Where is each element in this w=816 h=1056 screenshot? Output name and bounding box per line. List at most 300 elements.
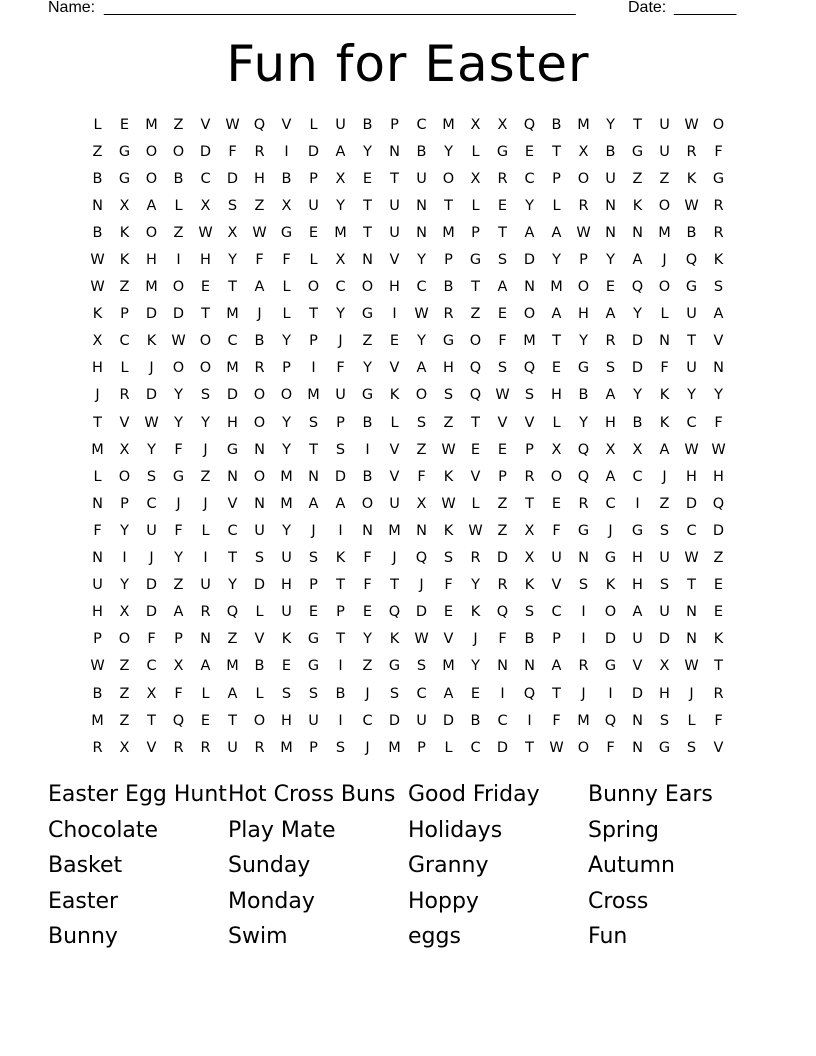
grid-letter: T (363, 197, 372, 214)
grid-letter: Q (253, 116, 266, 133)
grid-letter: Z (362, 658, 373, 675)
word-item: Basket (48, 853, 123, 878)
grid-letter: D (388, 712, 401, 729)
grid-letter: M (577, 116, 590, 133)
grid-letter: E (497, 197, 508, 214)
grid-letter: V (389, 252, 400, 269)
grid-letter: T (687, 577, 696, 594)
grid-letter: B (281, 170, 292, 187)
grid-letter: S (308, 685, 319, 702)
grid-letter: K (335, 550, 346, 567)
grid-letter: Z (119, 279, 130, 296)
grid-row (84, 626, 734, 653)
grid-letter: K (713, 252, 724, 269)
grid-letter: R (443, 306, 454, 323)
grid-letter: J (419, 577, 424, 594)
grid-letter: M (226, 658, 239, 675)
grid-letter: S (578, 577, 589, 594)
grid-letter: L (201, 685, 210, 702)
grid-letter: I (527, 712, 532, 729)
grid-letter: Q (577, 441, 590, 458)
grid-row (84, 355, 734, 382)
grid-letter: S (308, 550, 319, 567)
grid-letter: J (338, 333, 343, 350)
grid-letter: N (632, 739, 643, 756)
grid-letter: W (225, 116, 240, 133)
grid-letter: Y (606, 116, 615, 133)
grid-letter: T (228, 712, 237, 729)
grid-letter: M (442, 116, 455, 133)
grid-letter: Q (388, 604, 401, 621)
grid-letter: I (122, 550, 127, 567)
page-title: Fun for Easter (226, 35, 590, 93)
grid-letter: D (712, 522, 725, 539)
grid-letter: X (281, 197, 292, 214)
grid-letter: U (605, 170, 616, 187)
grid-letter: R (497, 577, 508, 594)
grid-letter: S (416, 658, 427, 675)
word-item: Hoppy (408, 888, 479, 914)
grid-letter: P (417, 739, 426, 756)
grid-letter: A (551, 306, 562, 323)
grid-letter: D (496, 550, 509, 567)
grid-letter: J (149, 360, 154, 377)
grid-letter: W (414, 631, 429, 648)
grid-letter: X (227, 224, 238, 241)
grid-letter: K (119, 252, 130, 269)
grid-letter: X (470, 170, 481, 187)
word-item: Hot Cross Buns (228, 782, 396, 807)
grid-letter: W (684, 658, 699, 675)
word-item: Fun (588, 924, 628, 949)
grid-letter: A (632, 604, 643, 621)
grid-letter: E (524, 143, 535, 160)
grid-letter: N (92, 495, 103, 512)
grid-letter: E (389, 333, 400, 350)
grid-letter: W (441, 441, 456, 458)
grid-letter: H (551, 387, 562, 404)
grid-letter: Y (633, 387, 642, 404)
grid-letter: K (443, 522, 454, 539)
grid-letter: L (255, 604, 264, 621)
grid-letter: K (92, 306, 103, 323)
grid-letter: J (95, 387, 100, 404)
grid-letter: K (389, 387, 400, 404)
grid-letter: X (578, 143, 589, 160)
grid-letter: L (390, 414, 399, 431)
grid-letter: O (172, 360, 185, 377)
grid-letter: U (335, 387, 346, 404)
grid-letter: E (119, 116, 130, 133)
grid-letter: Q (523, 685, 536, 702)
grid-letter: O (361, 495, 374, 512)
grid-letter: H (578, 306, 589, 323)
grid-letter: R (713, 197, 724, 214)
grid-letter: T (471, 279, 480, 296)
grid-letter: J (365, 739, 370, 756)
date-label: Date: (628, 0, 667, 16)
grid-letter: P (282, 360, 291, 377)
grid-letter: S (524, 604, 535, 621)
grid-letter: B (173, 170, 184, 187)
grid-letter: L (687, 712, 696, 729)
grid-letter: T (390, 577, 399, 594)
grid-letter: X (335, 252, 346, 269)
grid-letter: K (524, 577, 535, 594)
grid-letter: B (605, 143, 616, 160)
grid-letter: P (579, 252, 588, 269)
grid-letter: N (416, 522, 427, 539)
grid-letter: N (605, 197, 616, 214)
word-list (48, 779, 788, 957)
grid-letter: R (578, 658, 589, 675)
grid-letter: A (551, 658, 562, 675)
grid-letter: X (119, 441, 130, 458)
grid-letter: R (173, 739, 184, 756)
grid-letter: U (389, 197, 400, 214)
grid-letter: V (632, 658, 643, 675)
grid-letter: Y (174, 550, 183, 567)
grid-letter: M (226, 360, 239, 377)
grid-letter: G (604, 658, 617, 675)
grid-letter: H (389, 279, 400, 296)
grid-letter: A (632, 252, 643, 269)
grid-letter: A (659, 441, 670, 458)
grid-letter: B (578, 387, 589, 404)
grid-letter: Z (119, 712, 130, 729)
grid-letter: X (119, 739, 130, 756)
grid-letter: U (416, 712, 427, 729)
grid-letter: M (280, 495, 293, 512)
grid-letter: F (606, 739, 615, 756)
grid-letter: S (200, 387, 211, 404)
grid-letter: G (388, 658, 401, 675)
grid-letter: O (550, 468, 563, 485)
grid-letter: I (581, 604, 586, 621)
grid-letter: P (525, 441, 534, 458)
grid-letter: L (444, 739, 453, 756)
grid-letter: E (605, 279, 616, 296)
grid-letter: D (685, 495, 698, 512)
grid-letter: B (524, 631, 535, 648)
grid-letter: B (254, 333, 265, 350)
grid-letter: Z (632, 170, 643, 187)
grid-letter: Y (363, 143, 372, 160)
grid-letter: T (498, 224, 507, 241)
grid-letter: N (578, 550, 589, 567)
grid-row (84, 111, 734, 138)
grid-letter: X (632, 441, 643, 458)
grid-row (84, 274, 734, 301)
grid-letter: S (659, 522, 670, 539)
grid-letter: K (713, 631, 724, 648)
grid-letter: A (254, 279, 265, 296)
grid-letter: P (336, 604, 345, 621)
grid-letter: L (174, 197, 183, 214)
grid-letter: G (118, 143, 131, 160)
grid-letter: Y (174, 414, 183, 431)
grid-letter: O (442, 170, 455, 187)
grid-letter: O (577, 279, 590, 296)
grid-letter: L (660, 306, 669, 323)
grid-row (84, 680, 734, 707)
grid-letter: L (471, 143, 480, 160)
grid-letter: I (500, 685, 505, 702)
grid-letter: Z (92, 143, 103, 160)
grid-letter: A (227, 685, 238, 702)
grid-letter: M (91, 441, 104, 458)
grid-letter: A (335, 143, 346, 160)
grid-letter: K (281, 631, 292, 648)
grid-letter: F (282, 252, 291, 269)
grid-letter: W (414, 306, 429, 323)
grid-letter: V (497, 414, 508, 431)
grid-letter: B (362, 116, 373, 133)
grid-row (84, 246, 734, 273)
grid-letter: F (363, 577, 372, 594)
grid-letter: H (281, 712, 292, 729)
grid-letter: L (255, 685, 264, 702)
grid-letter: M (145, 279, 158, 296)
grid-letter: S (335, 739, 346, 756)
grid-letter: S (308, 414, 319, 431)
grid-letter: X (551, 441, 562, 458)
grid-letter: Q (415, 550, 428, 567)
grid-letter: X (335, 170, 346, 187)
grid-letter: R (497, 170, 508, 187)
grid-letter: W (468, 522, 483, 539)
grid-letter: W (171, 333, 186, 350)
grid-letter: V (551, 577, 562, 594)
grid-letter: T (147, 712, 156, 729)
grid-letter: E (551, 360, 562, 377)
grid-letter: H (146, 252, 157, 269)
grid-letter: J (473, 631, 478, 648)
grid-letter: V (200, 116, 211, 133)
grid-letter: X (659, 658, 670, 675)
grid-letter: H (200, 252, 211, 269)
grid-letter: K (686, 170, 697, 187)
grid-letter: E (200, 712, 211, 729)
grid-letter: Y (336, 306, 345, 323)
grid-letter: O (253, 414, 266, 431)
grid-letter: F (552, 712, 561, 729)
grid-letter: M (388, 522, 401, 539)
grid-letter: W (90, 658, 105, 675)
grid-letter: W (684, 116, 699, 133)
grid-letter: E (470, 685, 481, 702)
grid-letter: C (551, 604, 562, 621)
grid-letter: S (443, 550, 454, 567)
grid-letter: U (416, 170, 427, 187)
grid-letter: E (200, 279, 211, 296)
grid-letter: F (363, 550, 372, 567)
grid-letter: O (145, 224, 158, 241)
grid-letter: C (632, 468, 643, 485)
grid-letter: L (471, 495, 480, 512)
grid-letter: S (389, 685, 400, 702)
grid-letter: N (92, 197, 103, 214)
grid-letter: H (605, 414, 616, 431)
grid-letter: U (281, 550, 292, 567)
grid-letter: O (658, 279, 671, 296)
grid-letter: X (605, 441, 616, 458)
grid-letter: G (469, 252, 482, 269)
grid-letter: C (119, 333, 130, 350)
grid-letter: U (551, 550, 562, 567)
grid-letter: D (226, 387, 239, 404)
grid-letter: W (90, 279, 105, 296)
grid-letter: X (497, 116, 508, 133)
grid-letter: I (608, 685, 613, 702)
grid-letter: M (550, 279, 563, 296)
grid-letter: J (203, 495, 208, 512)
grid-letter: R (200, 739, 211, 756)
grid-letter: O (172, 279, 185, 296)
grid-letter: Y (444, 143, 453, 160)
grid-letter: F (336, 360, 345, 377)
grid-letter: E (443, 604, 454, 621)
grid-letter: U (308, 197, 319, 214)
grid-letter: G (280, 224, 293, 241)
grid-letter: M (226, 306, 239, 323)
grid-letter: D (631, 685, 644, 702)
grid-letter: Z (254, 197, 265, 214)
grid-letter: V (389, 441, 400, 458)
grid-letter: H (92, 604, 103, 621)
grid-letter: D (199, 143, 212, 160)
name-label: Name: (48, 0, 96, 16)
grid-letter: F (714, 712, 723, 729)
grid-letter: G (685, 279, 698, 296)
grid-letter: Y (633, 306, 642, 323)
grid-letter: S (659, 577, 670, 594)
grid-letter: Q (496, 604, 509, 621)
grid-letter: O (415, 387, 428, 404)
grid-letter: I (311, 360, 316, 377)
grid-letter: S (146, 468, 157, 485)
grid-letter: G (604, 550, 617, 567)
grid-letter: Z (416, 441, 427, 458)
grid-letter: R (578, 197, 589, 214)
grid-letter: K (119, 224, 130, 241)
grid-letter: Y (282, 414, 291, 431)
grid-letter: N (92, 550, 103, 567)
grid-letter: O (253, 387, 266, 404)
grid-letter: Y (417, 333, 426, 350)
grid-row (84, 707, 734, 734)
grid-letter: F (660, 360, 669, 377)
grid-letter: F (444, 577, 453, 594)
grid-letter: A (173, 604, 184, 621)
grid-letter: K (659, 414, 670, 431)
grid-letter: W (144, 414, 159, 431)
grid-letter: Y (714, 387, 723, 404)
grid-letter: C (416, 116, 427, 133)
grid-letter: N (524, 279, 535, 296)
grid-letter: E (551, 495, 562, 512)
grid-letter: M (523, 333, 536, 350)
grid-letter: N (524, 658, 535, 675)
grid-letter: Q (469, 387, 482, 404)
grid-letter: N (659, 333, 670, 350)
grid-letter: O (361, 279, 374, 296)
grid-letter: Y (363, 360, 372, 377)
grid-letter: D (604, 631, 617, 648)
grid-letter: M (658, 224, 671, 241)
grid-letter: Q (469, 360, 482, 377)
grid-letter: K (470, 604, 481, 621)
grid-letter: W (549, 739, 564, 756)
grid-letter: Q (577, 468, 590, 485)
name-blank-line: _____________________________________________________ (104, 0, 576, 16)
grid-letter: G (361, 306, 374, 323)
grid-letter: V (389, 360, 400, 377)
grid-letter: Z (497, 495, 508, 512)
grid-letter: T (93, 414, 102, 431)
grid-letter: C (146, 658, 157, 675)
grid-letter: S (335, 441, 346, 458)
grid-letter: H (659, 685, 670, 702)
grid-letter: H (686, 468, 697, 485)
grid-letter: F (498, 631, 507, 648)
grid-letter: H (713, 468, 724, 485)
grid-letter: A (551, 224, 562, 241)
grid-letter: T (363, 224, 372, 241)
grid-letter: N (605, 224, 616, 241)
grid-letter: I (338, 658, 343, 675)
grid-letter: J (689, 685, 694, 702)
word-item: Easter (48, 888, 119, 914)
grid-letter: H (632, 577, 643, 594)
grid-letter: L (120, 360, 129, 377)
grid-letter: D (145, 306, 158, 323)
grid-letter: D (658, 631, 671, 648)
grid-letter: A (443, 685, 454, 702)
grid-letter: M (280, 468, 293, 485)
grid-row (84, 165, 734, 192)
grid-letter: G (307, 658, 320, 675)
grid-letter: L (201, 522, 210, 539)
grid-letter: D (523, 252, 536, 269)
grid-letter: A (605, 306, 616, 323)
grid-letter: Z (497, 522, 508, 539)
grid-letter: J (581, 685, 586, 702)
grid-letter: U (686, 306, 697, 323)
grid-letter: Y (417, 252, 426, 269)
grid-letter: N (686, 631, 697, 648)
grid-letter: O (577, 170, 590, 187)
grid-letter: J (662, 468, 667, 485)
grid-letter: R (254, 143, 265, 160)
grid-letter: E (497, 441, 508, 458)
grid-letter: U (227, 739, 238, 756)
grid-letter: N (389, 143, 400, 160)
grid-letter: O (172, 143, 185, 160)
grid-letter: C (686, 522, 697, 539)
grid-letter: S (281, 685, 292, 702)
grid-letter: G (658, 739, 671, 756)
grid-letter: B (254, 658, 265, 675)
grid-letter: B (686, 224, 697, 241)
grid-letter: Q (685, 252, 698, 269)
grid-letter: E (281, 658, 292, 675)
grid-letter: N (254, 495, 265, 512)
grid-letter: K (659, 387, 670, 404)
word-item: Cross (588, 888, 649, 914)
grid-letter: O (199, 333, 212, 350)
grid-letter: U (146, 522, 157, 539)
